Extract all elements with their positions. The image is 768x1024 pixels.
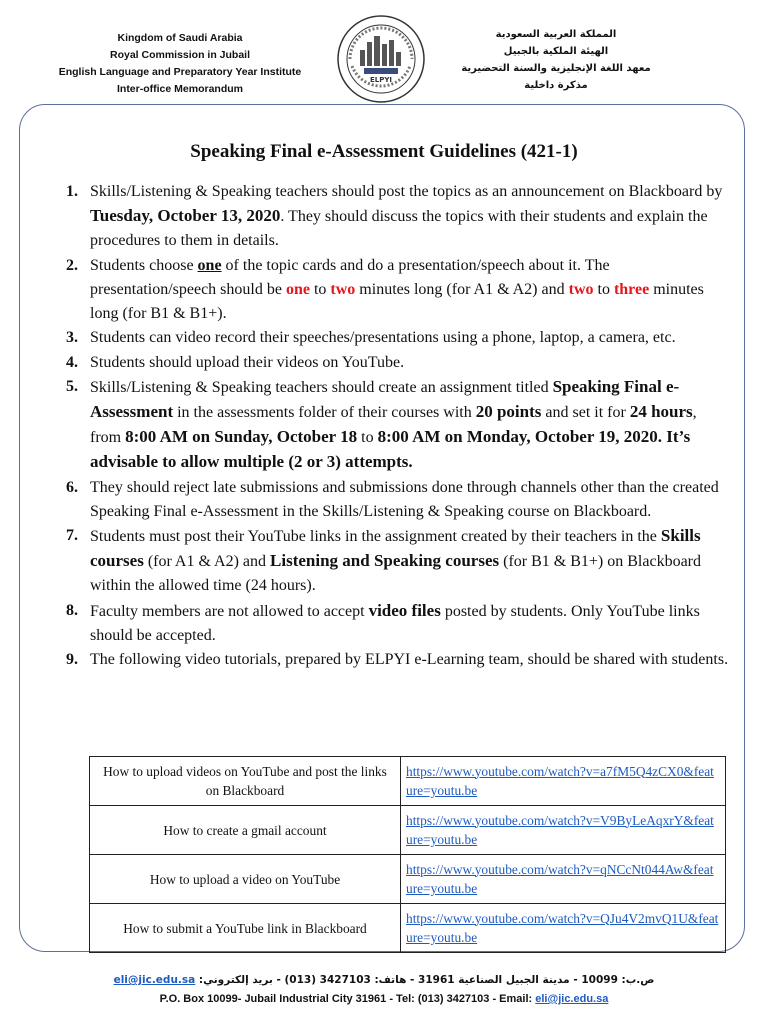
item-number: 1. xyxy=(66,183,78,200)
header-ar-line: المملكة العربية السعودية xyxy=(495,29,617,40)
item-text: (for A1 & A2) and xyxy=(143,553,271,570)
table-row xyxy=(90,904,726,953)
tutorial-link-cell xyxy=(401,855,726,904)
item-bold-text: Speaking Final e-Assessment xyxy=(90,377,680,421)
item-bold-text: Skills courses xyxy=(90,526,701,570)
list-item xyxy=(66,375,730,475)
header-en-line: English Language and Preparatory Year Institute xyxy=(58,66,302,78)
item-text: posted by students. Only YouTube links should be accepted. xyxy=(90,602,700,644)
footer-ar-email-link[interactable]: eli@jic.edu.sa xyxy=(113,974,196,986)
table-row xyxy=(90,855,726,904)
item-text: minutes long (for A1 & A2) and xyxy=(355,280,569,298)
header-en-line: Royal Commission in Jubail xyxy=(109,49,251,61)
page-title: Speaking Final e-Assessment Guidelines (421-1) xyxy=(190,141,578,162)
institute-seal-logo xyxy=(336,14,426,104)
item-underlined-text: one xyxy=(197,256,222,274)
item-text: in the assessments folder of their courses with xyxy=(173,404,476,421)
item-text: minutes long (for B1 & B1+). xyxy=(90,280,704,322)
item-text: to xyxy=(357,429,378,446)
item-number: 5. xyxy=(66,378,78,395)
item-bold-text: 8:00 AM on Monday, October 19, 2020. It’s advisable to allow multiple (2 or 3) attempts. xyxy=(90,427,691,471)
list-item xyxy=(66,476,730,524)
item-text: to xyxy=(593,280,614,298)
item-bold-text: Listening and Speaking courses xyxy=(270,551,500,570)
item-text: and set it for xyxy=(541,404,630,421)
item-number: 6. xyxy=(66,478,78,496)
item-text: Students choose xyxy=(90,256,198,274)
table-row xyxy=(90,806,726,855)
item-bold-text: Tuesday, October 13, 2020 xyxy=(90,206,281,225)
tutorial-link[interactable]: https://www.youtube.com/watch?v=V9ByLeAqxrY&feature=youtu.be xyxy=(406,812,714,847)
tutorial-link-cell xyxy=(401,806,726,855)
list-item xyxy=(66,648,730,672)
item-text: The following video tutorials, prepared by ELPYI e-Learning team, should be shared with students. xyxy=(90,651,729,668)
header-ar-line: مذكرة داخلية xyxy=(524,80,588,91)
list-item xyxy=(66,326,730,350)
tutorial-link[interactable]: https://www.youtube.com/watch?v=QJu4V2mvQ1U&feature=youtu.be xyxy=(406,910,719,945)
item-number: 7. xyxy=(66,527,78,544)
header-ar-line: معهد اللغة الإنجليزية والسنة التحضيرية xyxy=(461,63,651,74)
item-red-text: three xyxy=(613,280,650,298)
guidelines-list xyxy=(66,180,730,673)
tutorial-link-cell xyxy=(401,757,726,806)
svg-text:ELPYI: ELPYI xyxy=(369,76,393,84)
item-red-text: one xyxy=(285,280,310,298)
item-text: Students must post their YouTube links in the assignment created by their teachers in the xyxy=(90,528,661,545)
footer-ar-text: ص.ب: 10099 - مدينة الجبيل الصناعية 31961 - هاتف: 3427103 (013) - بريد إلكتروني: xyxy=(195,974,655,986)
item-text: (for B1 & B1+) on Blackboard within the allowed time (24 hours). xyxy=(90,553,701,594)
item-text: of the topic cards and do a presentation/speech about it. The presentation/speech should be xyxy=(90,256,610,298)
header-en-line: Inter-office Memorandum xyxy=(116,83,243,95)
tutorial-link[interactable]: https://www.youtube.com/watch?v=a7fM5Q4zCX0&feature=youtu.be xyxy=(406,763,714,798)
list-item xyxy=(66,524,730,598)
item-text: Skills/Listening & Speaking teachers should create an assignment titled xyxy=(90,379,553,396)
item-number: 3. xyxy=(66,329,78,346)
tutorial-description: How to upload videos on YouTube and post the links on Blackboard xyxy=(90,757,401,806)
item-bold-text: 20 points xyxy=(475,402,542,421)
item-text: Students should upload their videos on YouTube. xyxy=(90,353,405,371)
footer-en-email-link[interactable]: eli@jic.edu.sa xyxy=(535,993,609,1005)
item-number: 2. xyxy=(66,256,78,274)
item-bold-text: video files xyxy=(368,600,441,620)
tutorial-link-cell xyxy=(401,904,726,953)
memo-header xyxy=(0,0,768,105)
item-text: They should reject late submissions and submissions done through channels other than the created Speaking Final e-Assessment in the Skills/Listening & Speaking course on Blackboard. xyxy=(90,478,719,520)
item-text: Skills/Listening & Speaking teachers should post the topics as an announcement on Blackboard by xyxy=(90,183,723,200)
item-red-text: two xyxy=(568,280,594,298)
footer-english xyxy=(0,993,768,1005)
item-number: 8. xyxy=(66,601,78,619)
tutorial-description: How to create a gmail account xyxy=(90,806,401,855)
item-text: , from xyxy=(90,404,697,446)
item-text: . They should discuss the topics with their students and explain the procedures to them in details. xyxy=(90,208,708,249)
item-number: 4. xyxy=(66,353,78,371)
item-text: Students can video record their speeches/presentations using a phone, laptop, a camera, etc. xyxy=(90,329,676,346)
footer-arabic xyxy=(0,974,768,986)
tutorial-link[interactable]: https://www.youtube.com/watch?v=qNCcNt044Aw&feature=youtu.be xyxy=(406,861,714,896)
list-item xyxy=(66,180,730,253)
item-number: 9. xyxy=(66,651,78,668)
header-en-line: Kingdom of Saudi Arabia xyxy=(117,32,243,44)
list-item xyxy=(66,254,730,326)
item-text: Faculty members are not allowed to accept xyxy=(90,602,369,620)
header-arabic xyxy=(426,26,686,94)
header-ar-line: الهيئة الملكية بالجبيل xyxy=(503,46,609,57)
item-bold-text: 24 hours xyxy=(629,402,693,421)
header-english xyxy=(40,30,320,98)
item-text: to xyxy=(309,280,331,298)
tutorial-description: How to upload a video on YouTube xyxy=(90,855,401,904)
list-item xyxy=(66,351,730,375)
tutorial-description: How to submit a YouTube link in Blackboard xyxy=(90,904,401,953)
list-item xyxy=(66,599,730,648)
footer-en-text: P.O. Box 10099- Jubail Industrial City 31961 - Tel: (013) 3427103 - Email: xyxy=(159,993,536,1005)
table-row xyxy=(90,757,726,806)
item-red-text: two xyxy=(330,280,356,298)
video-tutorials-table xyxy=(89,756,726,953)
item-bold-text: 8:00 AM on Sunday, October 18 xyxy=(125,427,358,446)
